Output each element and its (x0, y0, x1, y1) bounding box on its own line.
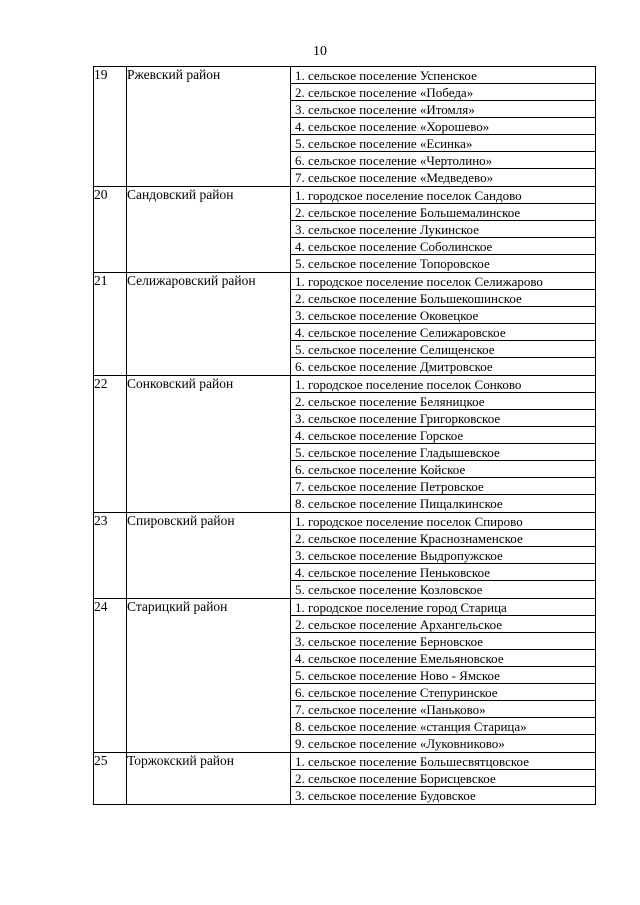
settlement-item: 1. городское поселение поселок Сандово (291, 187, 595, 204)
district-row (94, 753, 596, 805)
settlement-item: 6. сельское поселение Степуринское (291, 684, 595, 701)
settlement-item: 6. сельское поселение Койское (291, 461, 595, 478)
settlement-item: 5. сельское поселение Козловское (295, 582, 483, 597)
settlements-cell (291, 376, 596, 513)
row-number: 22 (94, 376, 127, 513)
settlement-item: 1. сельское поселение Большесвятцовское (291, 753, 595, 770)
settlement-item: 1. городское поселение поселок Сонково (291, 376, 595, 393)
settlement-item: 2. сельское поселение «Победа» (291, 84, 595, 101)
row-number: 19 (94, 67, 127, 187)
row-number: 20 (94, 187, 127, 273)
district-row (94, 187, 596, 273)
settlement-item: 5. сельское поселение «Есинка» (291, 135, 595, 152)
district-name: Старицкий район (127, 599, 291, 753)
settlement-item: 4. сельское поселение Пеньковское (291, 564, 595, 581)
settlement-item: 7. сельское поселение «Паньково» (291, 701, 595, 718)
settlement-item: 1. городское поселение поселок Спирово (291, 513, 595, 530)
settlements-cell (291, 513, 596, 599)
settlement-item: 2. сельское поселение Большекошинское (291, 290, 595, 307)
settlement-item: 4. сельское поселение Селижаровское (291, 324, 595, 341)
row-number: 25 (94, 753, 127, 805)
settlement-item: 7. сельское поселение «Медведево» (295, 170, 494, 185)
settlement-item: 3. сельское поселение Выдропужское (291, 547, 595, 564)
row-number: 23 (94, 513, 127, 599)
district-name: Селижаровский район (127, 273, 291, 376)
district-name: Торжокский район (127, 753, 291, 805)
district-name: Спировский район (127, 513, 291, 599)
settlements-cell (291, 273, 596, 376)
settlements-cell (291, 187, 596, 273)
district-row (94, 513, 596, 599)
settlement-item: 8. сельское поселение Пищалкинское (295, 496, 503, 511)
row-number: 21 (94, 273, 127, 376)
districts-table (93, 66, 596, 805)
settlement-item: 8. сельское поселение «станция Старица» (291, 718, 595, 735)
settlements-cell (291, 753, 596, 805)
settlement-item: 1. сельское поселение Успенское (291, 67, 595, 84)
settlements-cell (291, 599, 596, 753)
district-row (94, 273, 596, 376)
settlement-item: 2. сельское поселение Борисцевское (291, 770, 595, 787)
settlement-item: 5. сельское поселение Ново - Ямское (291, 667, 595, 684)
settlement-item: 4. сельское поселение Емельяновское (291, 650, 595, 667)
settlement-item: 6. сельское поселение «Чертолино» (291, 152, 595, 169)
district-row (94, 376, 596, 513)
page-number: 10 (313, 44, 327, 59)
settlement-item: 9. сельское поселение «Луковниково» (295, 736, 505, 751)
settlement-item: 3. сельское поселение Григорковское (291, 410, 595, 427)
district-name: Сандовский район (127, 187, 291, 273)
settlement-item: 4. сельское поселение «Хорошево» (291, 118, 595, 135)
district-name: Ржевский район (127, 67, 291, 187)
district-name: Сонковский район (127, 376, 291, 513)
settlement-item: 3. сельское поселение Лукинское (291, 221, 595, 238)
settlement-item: 2. сельское поселение Беляницкое (291, 393, 595, 410)
district-row (94, 67, 596, 187)
settlement-item: 4. сельское поселение Горское (291, 427, 595, 444)
row-number: 24 (94, 599, 127, 753)
settlement-item: 3. сельское поселение Берновское (291, 633, 595, 650)
settlement-item: 6. сельское поселение Дмитровское (295, 359, 493, 374)
settlement-item: 5. сельское поселение Топоровское (295, 256, 490, 271)
settlement-item: 5. сельское поселение Селищенское (291, 341, 595, 358)
settlement-item: 3. сельское поселение Будовское (295, 788, 476, 803)
settlement-item: 1. городское поселение поселок Селижарово (291, 273, 595, 290)
settlement-item: 2. сельское поселение Краснознаменское (291, 530, 595, 547)
settlements-cell (291, 67, 596, 187)
district-row (94, 599, 596, 753)
settlement-item: 2. сельское поселение Большемалинское (291, 204, 595, 221)
settlement-item: 7. сельское поселение Петровское (291, 478, 595, 495)
settlement-item: 2. сельское поселение Архангельское (291, 616, 595, 633)
settlement-item: 5. сельское поселение Гладышевское (291, 444, 595, 461)
settlement-item: 4. сельское поселение Соболинское (291, 238, 595, 255)
districts-table-body (94, 67, 596, 805)
settlement-item: 3. сельское поселение «Итомля» (291, 101, 595, 118)
settlement-item: 1. городское поселение город Старица (291, 599, 595, 616)
settlement-item: 3. сельское поселение Оковецкое (291, 307, 595, 324)
